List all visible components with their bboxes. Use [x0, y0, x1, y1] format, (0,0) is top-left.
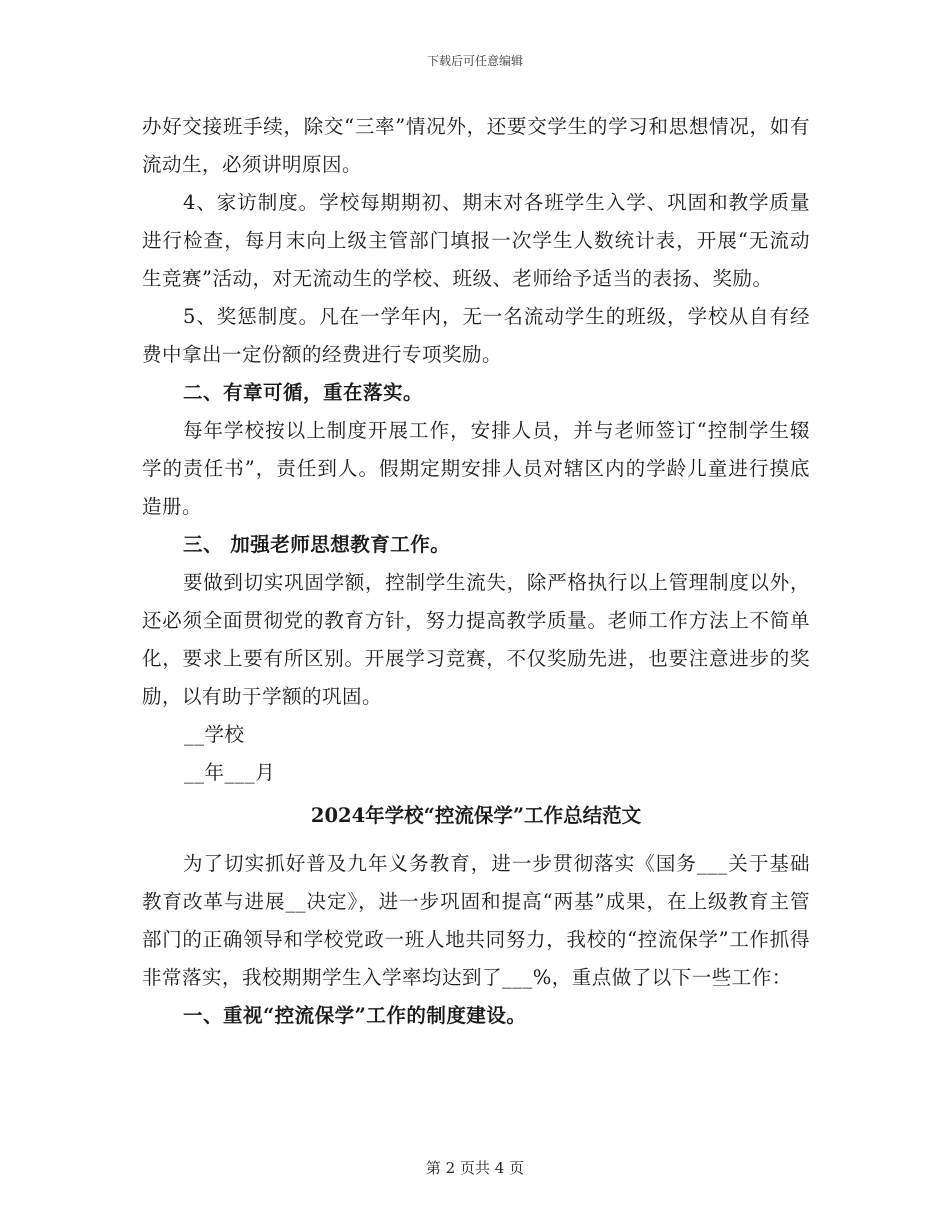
paragraph-home-visit: 4、家访制度。学校每期期初、期末对各班学生入学、巩固和教学质量进行检查，每月末向上级主管部门填报一次学生人数统计表，开展“无流动生竞赛”活动，对无流动生的学校、班级、老师给予适当的表扬、奖励。	[142, 191, 810, 290]
heading-section-2: 二、有章可循，重在落实。	[182, 381, 423, 404]
document-body	[142, 108, 810, 1035]
paragraph-intro: 为了切实抓好普及九年义务教育，进一步贯彻落实《国务___关于基础教育改革与进展__决定》，进一步巩固和提高“两基”成果，在上级教育主管部门的正确领导和学校党政一班人地共同努力，我校的“控流保学”工作抓得非常落实，我校期期学生入学率均达到了___%，重点做了以下一些工作：	[142, 852, 810, 989]
paragraph-implementation: 每年学校按以上制度开展工作，安排人员，并与老师签订“控制学生辍学的责任书”，责任到人。假期定期安排人员对辖区内的学龄儿童进行摸底造册。	[142, 419, 810, 518]
article-title: 2024年学校“控流保学”工作总结范文	[310, 804, 642, 827]
paragraph-reward-system: 5、奖惩制度。凡在一学年内，无一名流动学生的班级，学校从自有经费中拿出一定份额的经费进行专项奖励。	[142, 305, 810, 366]
signature-school: __学校	[184, 723, 245, 746]
page-footer: 第 2 页共 4 页	[425, 1159, 525, 1177]
signature-date: __年___月	[184, 761, 276, 784]
heading-section-1: 一、重视“控流保学”工作的制度建设。	[182, 1004, 527, 1027]
paragraph-teacher-education: 要做到切实巩固学额，控制学生流失，除严格执行以上管理制度以外，还必须全面贯彻党的教育方针，努力提高教学质量。老师工作方法上不简单化，要求上要有所区别。开展学习竞赛，不仅奖励先进，也要注意进步的奖励，以有助于学额的巩固。	[142, 571, 810, 708]
page-header: 下载后可任意编辑	[426, 54, 523, 68]
heading-section-3: 三、 加强老师思想教育工作。	[182, 533, 451, 556]
paragraph-handover: 办好交接班手续，除交“三率”情况外，还要交学生的学习和思想情况，如有流动生，必须讲明原因。	[142, 115, 810, 176]
